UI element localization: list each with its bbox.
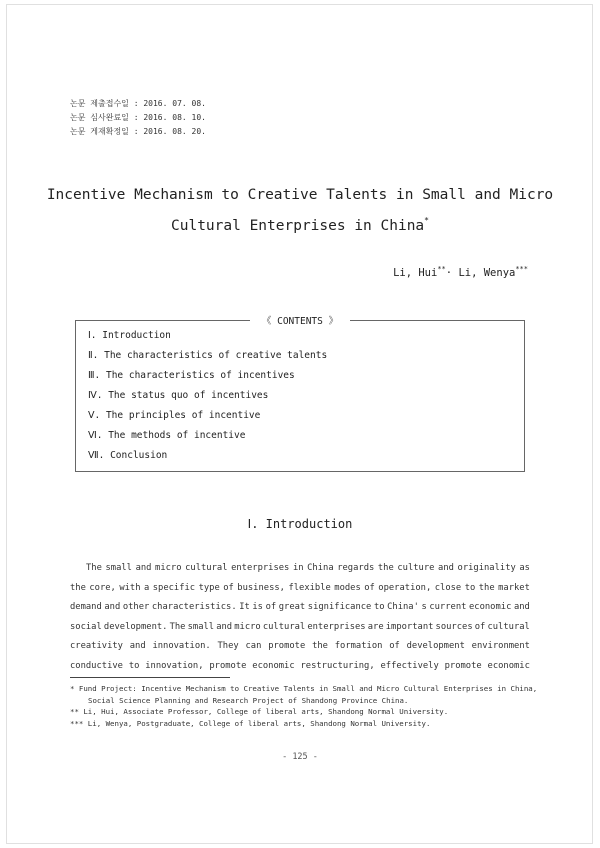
footnote-3: *** Li, Wenya, Postgraduate, College of liberal arts, Shandong Normal University. (70, 718, 431, 728)
word: China (307, 563, 334, 573)
word: small (105, 563, 132, 573)
paragraph-line (70, 579, 530, 599)
word: small (187, 621, 215, 632)
word: development (406, 641, 465, 651)
word: the (377, 563, 394, 573)
word: of (474, 621, 486, 632)
word: creativity (70, 641, 123, 651)
word: close (434, 582, 462, 593)
footnote-1-continued: Social Science Planning and Research Project of Shandong Province China. (88, 695, 409, 705)
word: operation, (378, 582, 432, 593)
paragraph-line (70, 657, 530, 677)
word: other (122, 602, 150, 612)
word: micro (155, 563, 182, 573)
word: as (519, 563, 530, 573)
word: specific (152, 582, 196, 593)
footnote-2: ** Li, Hui, Associate Professor, College of liberal arts, Shandong Normal University. (70, 707, 449, 716)
contents-item: Ⅴ. The principles of incentive (88, 410, 261, 421)
word: China' (387, 602, 419, 612)
date-confirmed: 논문 게재확정일 : 2016. 08. 20. (70, 127, 206, 136)
author-1-mark: ** (437, 265, 446, 273)
title-line-2-text: Cultural Enterprises in China (171, 218, 425, 234)
date-submitted: 논문 제출접수일 : 2016. 07. 08. (70, 99, 206, 108)
word: great (278, 602, 306, 612)
word: of (223, 582, 234, 593)
word: modes (334, 582, 361, 593)
word: core, (89, 582, 116, 593)
word: sources (435, 621, 473, 632)
contents-heading (0, 313, 600, 327)
word: can (245, 641, 262, 651)
word: environment (471, 641, 530, 651)
word: significance (307, 602, 372, 612)
contents-item: Ⅵ. The methods of incentive (88, 430, 246, 441)
contents-item: Ⅶ. Conclusion (88, 450, 168, 461)
contents-item: Ⅱ. The characteristics of creative talents (88, 350, 328, 361)
word: and (216, 621, 233, 632)
word: enterprises (231, 563, 290, 573)
paper-title (0, 183, 600, 239)
word: of (364, 582, 375, 593)
word: The (169, 621, 186, 632)
word: originality (457, 563, 516, 573)
word: the (70, 582, 86, 593)
word: of (265, 602, 277, 612)
submission-dates (70, 97, 206, 139)
word: s (421, 602, 427, 612)
author-1: Li, Hui (393, 267, 438, 279)
word: is (252, 602, 263, 612)
paragraph-line (70, 637, 530, 657)
word: important (385, 621, 434, 632)
author-2-mark: *** (515, 265, 528, 273)
title-line-1: Incentive Mechanism to Creative Talents in Small and Micro (46, 187, 554, 203)
paragraph-line (70, 598, 530, 618)
word: It (239, 602, 250, 612)
word: in (292, 563, 304, 573)
word: cultural (262, 621, 306, 632)
date-reviewed: 논문 심사완료일 : 2016. 08. 10. (70, 113, 206, 122)
word: and (129, 641, 146, 651)
word: business, (237, 582, 285, 593)
footnote-divider (70, 677, 230, 678)
word: with (119, 582, 141, 593)
word: type (198, 582, 220, 593)
word: market (498, 582, 530, 593)
word: to (373, 602, 385, 612)
footnotes (70, 683, 537, 729)
word: restructuring, (300, 660, 375, 671)
contents-item: Ⅲ. The characteristics of incentives (88, 370, 295, 381)
word: development. (103, 621, 168, 632)
body-paragraph (70, 559, 530, 676)
paragraph-line (70, 618, 530, 638)
word: culture (397, 563, 435, 573)
contents-heading-text: 《 CONTENTS 》 (250, 316, 350, 327)
word: of (389, 641, 400, 651)
page-number: - 125 - (282, 752, 318, 762)
word: innovation. (152, 641, 211, 651)
word: economic (469, 602, 512, 612)
word: to (464, 582, 476, 593)
word: the (312, 641, 328, 651)
word: and (135, 563, 152, 573)
word: conductive (70, 660, 123, 671)
word: demand (70, 602, 102, 612)
word: characteristics. (151, 602, 237, 612)
word: and (438, 563, 454, 573)
word: the (478, 582, 495, 593)
word: cultural (185, 563, 228, 573)
word: innovation, (145, 660, 204, 671)
word: cultural (487, 621, 530, 632)
word: regards (337, 563, 375, 573)
word: effectively (380, 660, 439, 671)
word: promote (444, 660, 482, 671)
author-line (393, 265, 528, 279)
author-separator: · (445, 267, 453, 279)
author-2: Li, Wenya (458, 267, 516, 279)
word: economic (487, 660, 530, 671)
word: promote (209, 660, 247, 671)
word: social (70, 621, 102, 632)
word: formation (334, 641, 383, 651)
word: micro (234, 621, 261, 632)
word: and (104, 602, 121, 612)
word: current (429, 602, 467, 612)
word: a (143, 582, 150, 593)
word: promote (268, 641, 306, 651)
word: They (217, 641, 239, 651)
title-line-2 (0, 208, 600, 239)
contents-item: Ⅳ. The status quo of incentives (88, 390, 269, 401)
word: are (367, 621, 384, 632)
word: flexible (288, 582, 331, 593)
footnote-1: * Fund Project: Incentive Mechanism to Creative Talents in Small and Micro Cultural Enterprises in China, (70, 684, 538, 693)
title-footnote-mark: * (424, 216, 429, 225)
word: to (128, 660, 140, 671)
contents-list (88, 329, 327, 469)
word: The (86, 563, 102, 573)
word: enterprises (307, 621, 366, 632)
section-heading: Ⅰ. Introduction (247, 517, 353, 531)
word: and (513, 602, 530, 612)
paragraph-line (70, 559, 530, 579)
contents-item: Ⅰ. Introduction (88, 330, 171, 341)
word: economic (252, 660, 295, 671)
